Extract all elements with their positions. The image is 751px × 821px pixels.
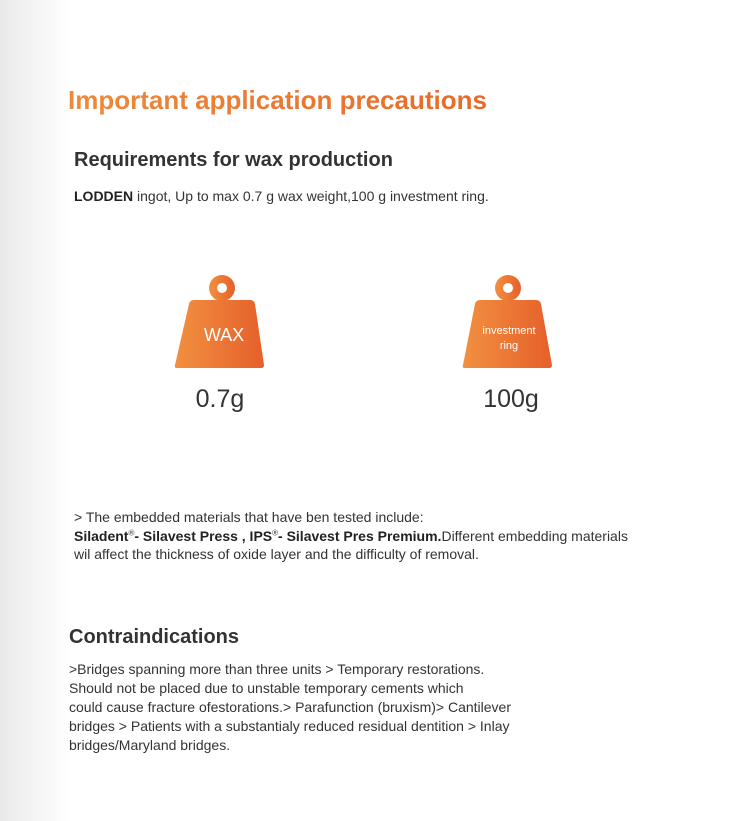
contraindications-text: [69, 660, 629, 755]
investment-ring-value: 100g: [483, 385, 539, 413]
wax-requirements-text: [74, 187, 489, 205]
registered-mark: ®: [272, 528, 279, 538]
investment-ring-label-line1: investment: [482, 325, 536, 337]
registered-mark: ®: [128, 528, 135, 538]
contraindication-line: could cause fracture ofestorations.> Parafunction (bruxism)> Cantilever: [69, 699, 511, 715]
wax-requirements-heading: Requirements for wax production: [74, 149, 393, 171]
wax-weight-value: 0.7g: [195, 385, 245, 413]
wax-weight-label: WAX: [203, 325, 245, 345]
investment-ring-weight-icon: [459, 270, 559, 370]
material-siladent: Siladent: [74, 528, 129, 544]
investment-ring-label-line2: ring: [499, 340, 519, 352]
embedding-note-part1: Different embedding materials: [441, 528, 628, 544]
embedding-intro: > The embedded materials that have ben tested include:: [74, 509, 424, 525]
wax-weight-icon: [174, 270, 274, 370]
embedding-materials-line: [74, 527, 628, 545]
investment-ring-label: [459, 324, 559, 354]
embedding-note-part2: wil affect the thickness of oxide layer and the difficulty of removal.: [74, 546, 479, 562]
material-silavest-premium: - Silavest Pres Premium.: [278, 528, 442, 544]
requirement-detail: ingot, Up to max 0.7 g wax weight,100 g investment ring.: [133, 188, 489, 204]
contraindication-line: bridges/Maryland bridges.: [69, 737, 231, 753]
contraindications-heading: Contraindications: [69, 626, 240, 648]
contraindication-line: Should not be placed due to unstable temporary cements which: [69, 680, 464, 696]
contraindication-line: >Bridges spanning more than three units > Temporary restorations.: [69, 661, 485, 677]
material-silavest-press: - Silavest Press , IPS: [134, 528, 273, 544]
page-title: Important application precautions: [68, 85, 487, 115]
contraindication-line: bridges > Patients with a substantialy reduced residual dentition > Inlay: [69, 718, 510, 734]
brand-name: LODDEN: [74, 188, 134, 204]
